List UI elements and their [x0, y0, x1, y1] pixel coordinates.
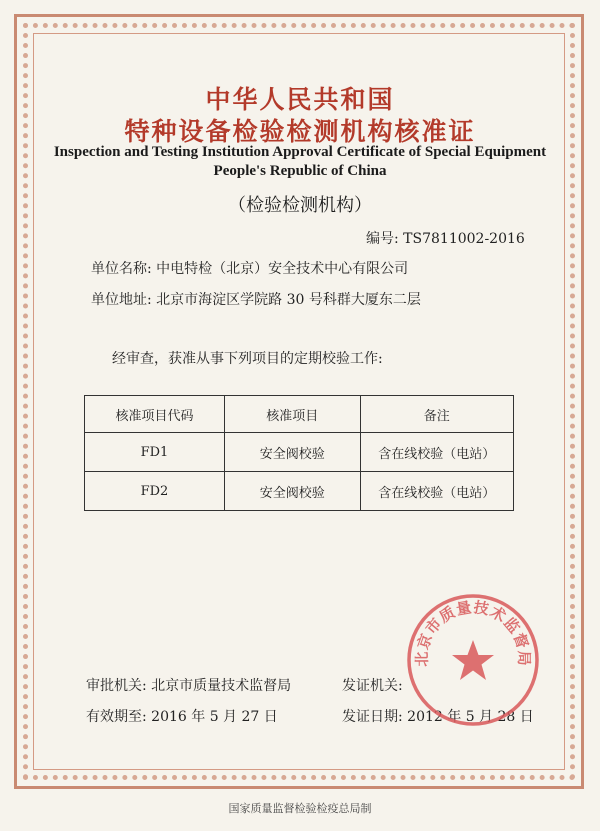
header-code: 核准项目代码 [85, 396, 225, 433]
table-header-row [85, 396, 514, 433]
approval-intro: 经审查，获准从事下列项目的定期校验工作: [112, 351, 383, 367]
header-item: 核准项目 [224, 396, 360, 433]
seal-star-icon [452, 640, 494, 680]
english-title-line-1: Inspection and Testing Institution Approval Certificate of Special Equipment [53, 144, 547, 160]
issue-date: 发证日期: 2012 年 5 月 28 日 [342, 709, 534, 725]
serial-number: 编号: TS7811002-2016 [366, 231, 525, 247]
english-title-line-2: People's Republic of China [213, 163, 387, 179]
cell-item: 安全阀校验 [224, 472, 360, 511]
unit-address: 单位地址: 北京市海淀区学院路 30 号科群大厦东二层 [91, 292, 421, 308]
footer-issuer: 国家质量监督检验检疫总局制 [228, 802, 372, 815]
cell-remark: 含在线校验（电站） [360, 433, 513, 472]
valid-until: 有效期至: 2016 年 5 月 27 日 [86, 709, 278, 725]
seal-text: 北京市质量技术监督局 [412, 598, 534, 667]
cell-item: 安全阀校验 [224, 433, 360, 472]
header-remark: 备注 [360, 396, 513, 433]
unit-name: 单位名称: 中电特检（北京）安全技术中心有限公司 [91, 261, 409, 277]
issuing-authority: 发证机关: [342, 678, 403, 694]
approval-table [84, 395, 514, 511]
title-line-2: 特种设备检验检测机构核准证 [124, 117, 476, 146]
cell-remark: 含在线校验（电站） [360, 472, 513, 511]
official-seal [405, 592, 541, 728]
cell-code: FD2 [85, 472, 225, 511]
table-row [85, 433, 514, 472]
cell-code: FD1 [85, 433, 225, 472]
title-line-1: 中华人民共和国 [205, 85, 395, 114]
table-row [85, 472, 514, 511]
approving-authority: 审批机关: 北京市质量技术监督局 [86, 678, 292, 694]
subtitle: （检验检测机构） [228, 195, 372, 216]
